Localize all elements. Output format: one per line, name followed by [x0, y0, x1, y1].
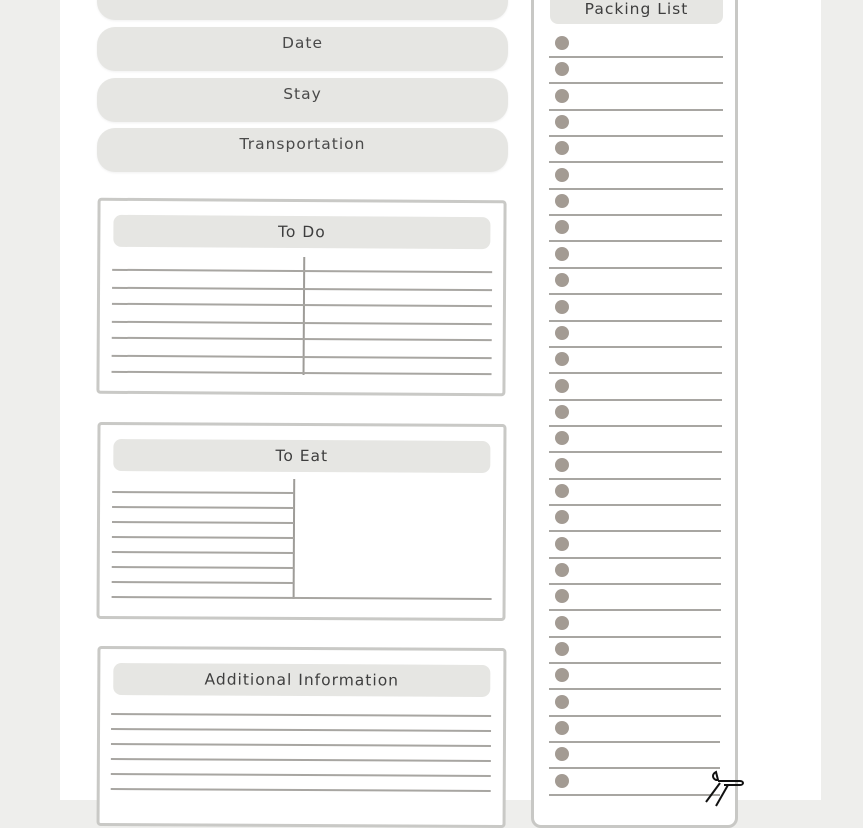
packing-item-line[interactable] — [549, 557, 721, 559]
packing-item-bullet[interactable] — [555, 721, 569, 735]
packing-item-line[interactable] — [549, 794, 720, 796]
airplane-icon — [700, 768, 760, 808]
packing-item-line[interactable] — [549, 609, 721, 611]
packing-item-bullet[interactable] — [555, 484, 569, 498]
packing-item-line[interactable] — [549, 161, 723, 163]
to-eat-row-line[interactable] — [112, 566, 294, 569]
packing-item-line[interactable] — [549, 135, 723, 137]
packing-item-bullet[interactable] — [555, 616, 569, 630]
packing-item-bullet[interactable] — [555, 36, 569, 50]
packing-item-bullet[interactable] — [555, 247, 569, 261]
packing-item-line[interactable] — [549, 451, 722, 453]
packing-list-header: Packing List — [550, 0, 723, 24]
additional-info-line[interactable] — [111, 773, 491, 777]
to-eat-row-line[interactable] — [112, 536, 294, 539]
packing-item-bullet[interactable] — [555, 300, 569, 314]
to-eat-row-line[interactable] — [112, 551, 294, 554]
field-date-label: Date — [281, 34, 324, 52]
packing-item-line[interactable] — [549, 767, 720, 769]
field-transportation-label: Transportation — [239, 135, 366, 153]
packing-item-line[interactable] — [549, 715, 721, 717]
field-stay-label: Stay — [283, 85, 322, 103]
packing-item-line[interactable] — [549, 583, 721, 585]
to-do-header: To Do — [113, 215, 490, 249]
packing-item-line[interactable] — [549, 267, 722, 269]
packing-item-line[interactable] — [549, 662, 721, 664]
packing-item-line[interactable] — [549, 56, 723, 58]
to-eat-row-line[interactable] — [112, 521, 294, 524]
packing-item-bullet[interactable] — [555, 642, 569, 656]
packing-item-line[interactable] — [549, 109, 723, 111]
packing-item-line[interactable] — [549, 504, 721, 506]
packing-item-bullet[interactable] — [555, 458, 569, 472]
packing-item-line[interactable] — [549, 425, 722, 427]
additional-info-line[interactable] — [111, 743, 491, 747]
additional-info-line[interactable] — [111, 788, 491, 792]
to-eat-row-line[interactable] — [112, 491, 294, 494]
additional-info-line[interactable] — [111, 728, 491, 732]
additional-info-header: Additional Information — [113, 663, 490, 697]
packing-item-bullet[interactable] — [555, 115, 569, 129]
to-do-section — [96, 198, 506, 396]
packing-item-bullet[interactable] — [555, 563, 569, 577]
packing-item-bullet[interactable] — [555, 405, 569, 419]
to-eat-bottom-line[interactable] — [112, 596, 492, 600]
field-transportation[interactable] — [97, 128, 508, 172]
to-eat-section — [96, 422, 506, 621]
packing-item-line[interactable] — [549, 636, 721, 638]
packing-item-line[interactable] — [549, 399, 722, 401]
packing-item-line[interactable] — [549, 346, 722, 348]
additional-info-section — [97, 646, 507, 828]
field-date[interactable] — [97, 27, 508, 71]
packing-item-line[interactable] — [549, 741, 720, 743]
packing-item-line[interactable] — [549, 478, 721, 480]
packing-item-line[interactable] — [549, 188, 723, 190]
packing-item-bullet[interactable] — [555, 379, 569, 393]
packing-item-line[interactable] — [549, 320, 722, 322]
to-eat-header: To Eat — [113, 439, 490, 473]
to-eat-row-line[interactable] — [112, 506, 294, 509]
packing-item-line[interactable] — [549, 530, 721, 532]
field-stay[interactable] — [97, 78, 508, 122]
packing-item-bullet[interactable] — [555, 537, 569, 551]
packing-item-bullet[interactable] — [555, 695, 569, 709]
packing-item-bullet[interactable] — [555, 774, 569, 788]
packing-item-line[interactable] — [549, 372, 722, 374]
to-eat-row-line[interactable] — [112, 581, 294, 584]
packing-item-line[interactable] — [549, 688, 721, 690]
additional-info-line[interactable] — [111, 758, 491, 762]
packing-item-line[interactable] — [549, 214, 722, 216]
packing-item-bullet[interactable] — [555, 194, 569, 208]
packing-item-line[interactable] — [549, 293, 722, 295]
field-top-partial[interactable] — [97, 0, 508, 20]
packing-item-line[interactable] — [549, 82, 723, 84]
packing-item-bullet[interactable] — [555, 326, 569, 340]
packing-item-bullet[interactable] — [555, 89, 569, 103]
packing-item-bullet[interactable] — [555, 168, 569, 182]
packing-item-line[interactable] — [549, 240, 722, 242]
additional-info-line[interactable] — [111, 713, 491, 717]
